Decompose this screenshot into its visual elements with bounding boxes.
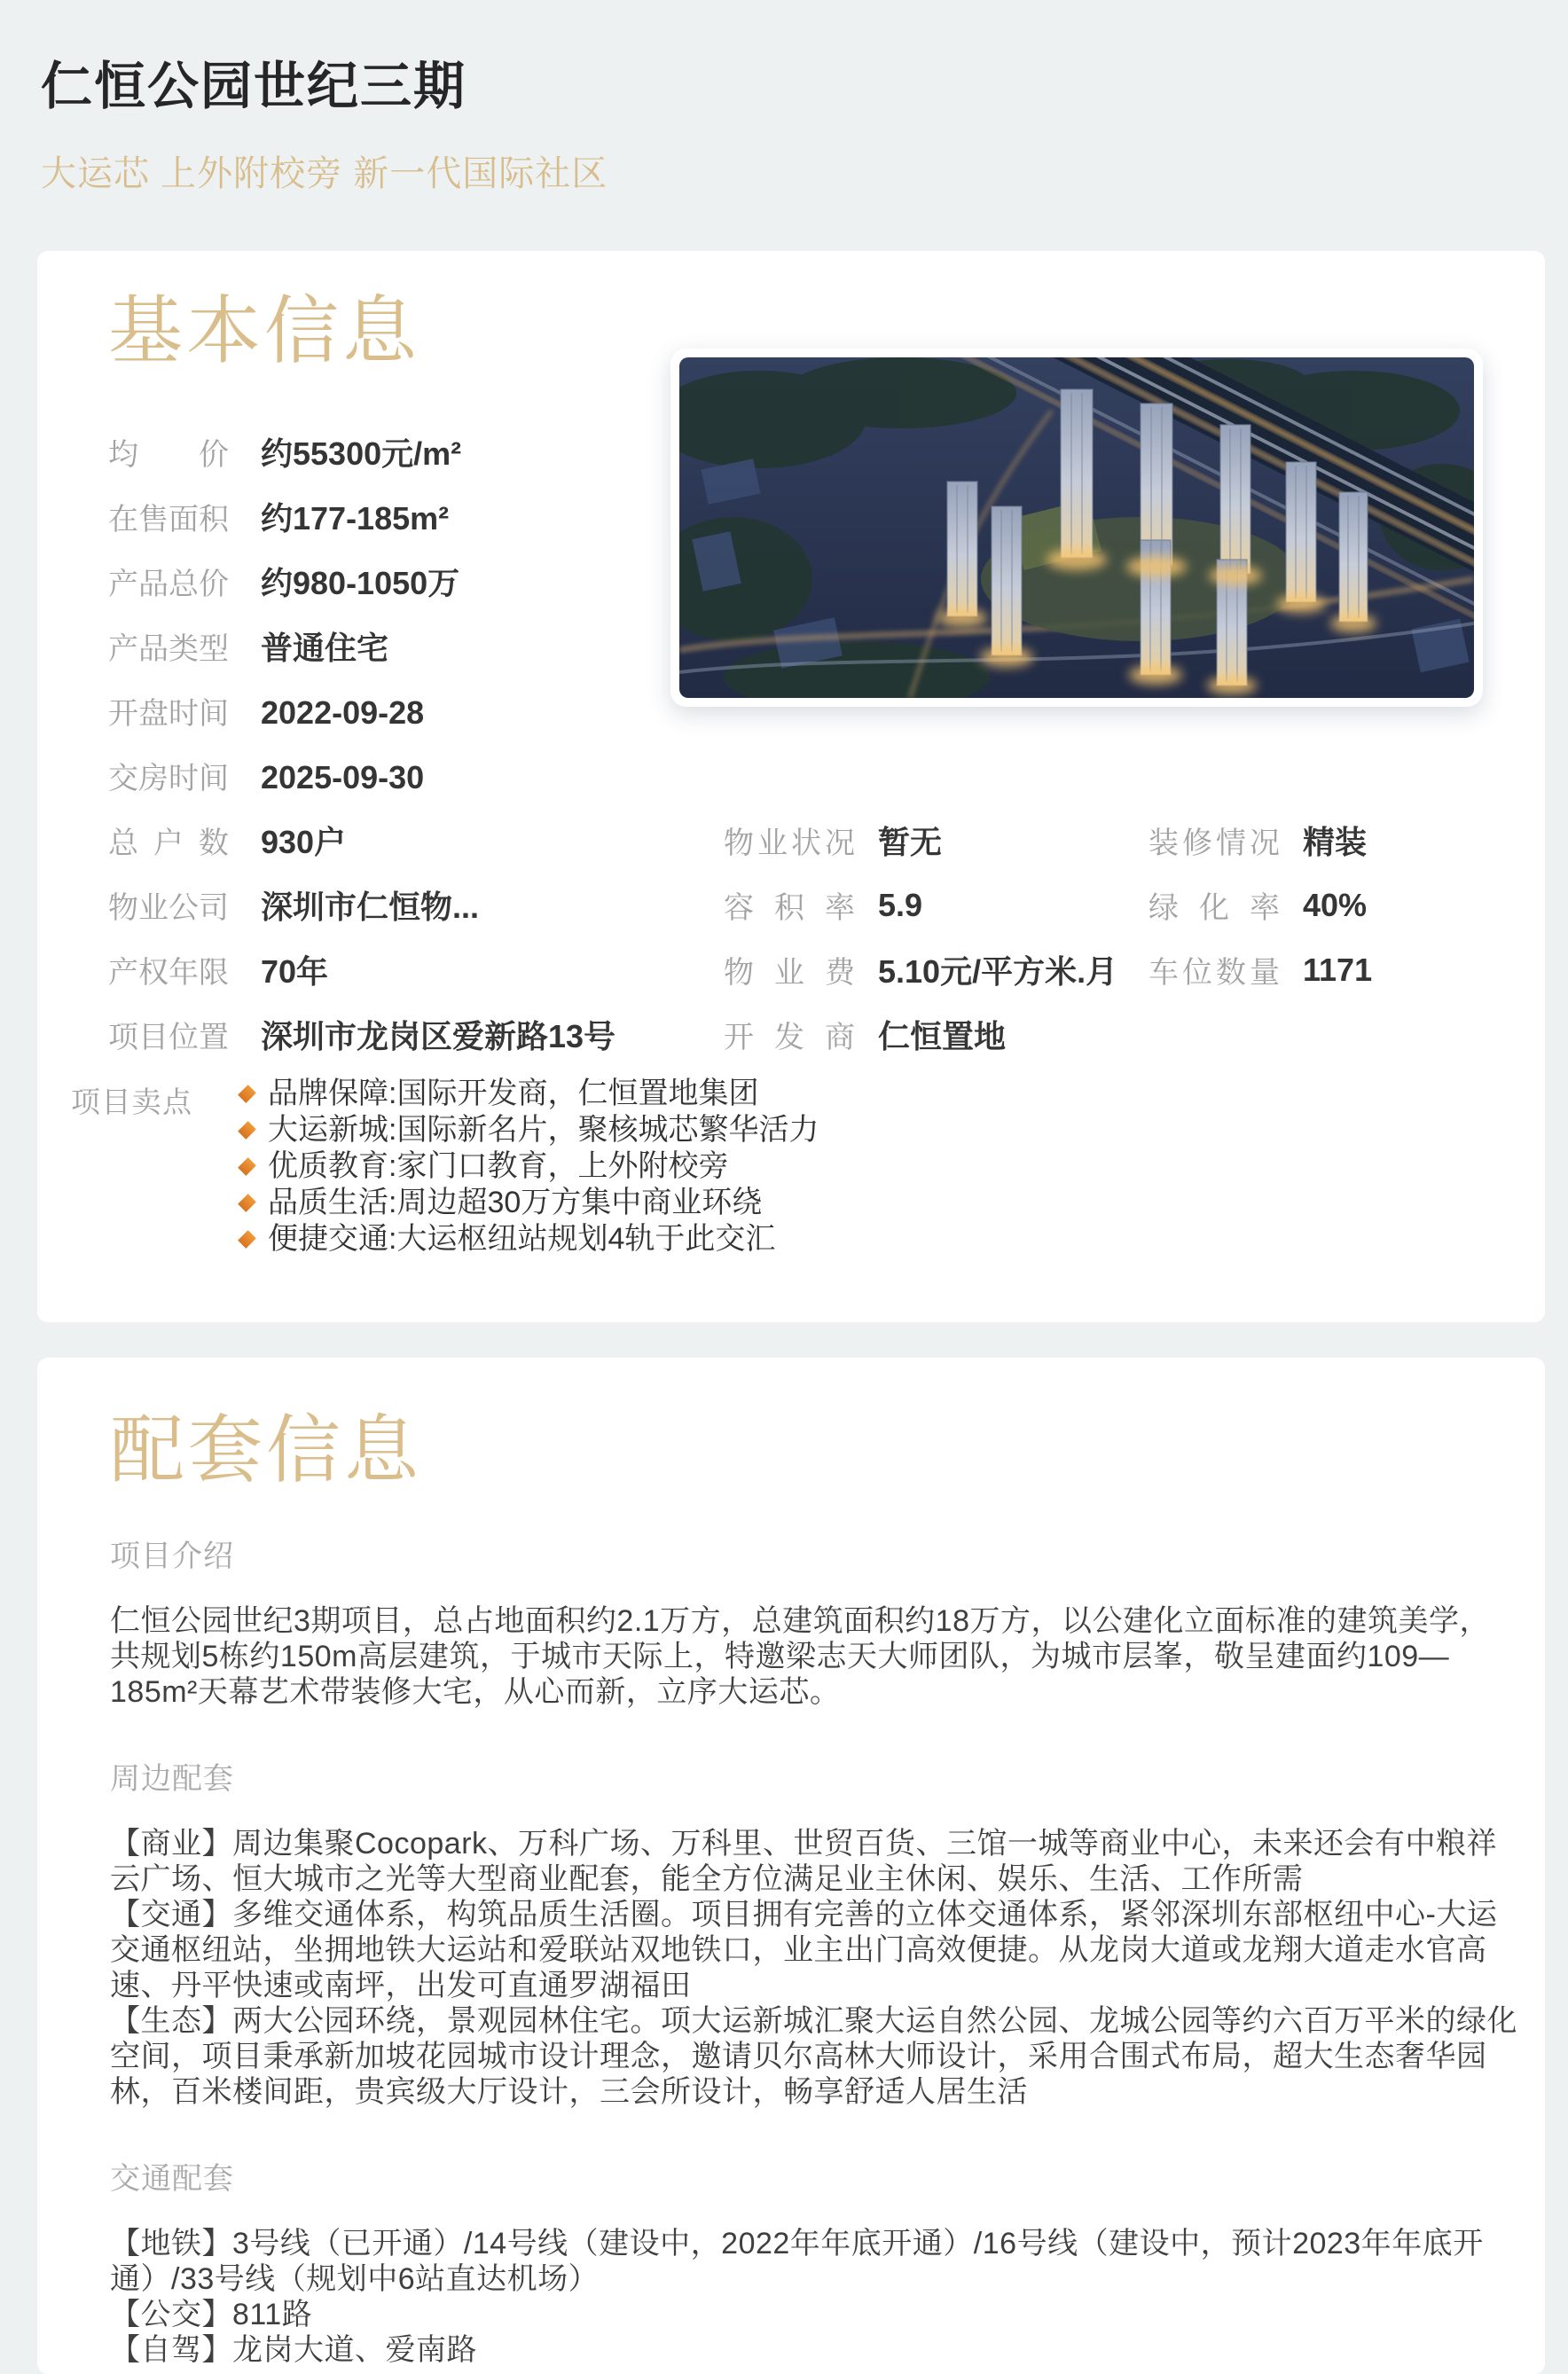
info-row-4 xyxy=(108,678,1509,743)
info-label: 物业状况 xyxy=(724,827,855,860)
info-row-1 xyxy=(108,484,1509,549)
info-value: 约55300元/m² xyxy=(261,435,462,472)
info-value: 暂无 xyxy=(878,824,943,860)
amenity-section-label: 交通配套 xyxy=(110,2162,234,2196)
amenity-section-0 xyxy=(110,1532,1495,1710)
info-label: 均价 xyxy=(108,438,229,472)
info-cell-left-1 xyxy=(108,494,449,539)
amenity-section-2 xyxy=(110,2154,1495,2368)
info-label: 产品类型 xyxy=(108,632,229,666)
info-value: 精装 xyxy=(1303,824,1368,860)
info-cell-left-9 xyxy=(108,1012,615,1057)
info-label: 产权年限 xyxy=(108,956,229,990)
info-value: 930户 xyxy=(261,824,347,860)
info-row-2 xyxy=(108,549,1509,614)
info-cell-left-2 xyxy=(108,559,459,604)
diamond-bullet-icon xyxy=(238,1230,256,1249)
info-value: 70年 xyxy=(261,953,329,990)
info-cell-left-5 xyxy=(108,754,424,797)
info-row-0 xyxy=(108,419,1509,484)
info-row-6 xyxy=(108,808,1509,873)
info-cell-right-8 xyxy=(1149,937,1372,1002)
info-value: 5.10元/平方米.月 xyxy=(878,953,1118,990)
page-title: 仁恒公园世纪三期 xyxy=(41,58,467,115)
info-value: 仁恒置地 xyxy=(878,1018,1007,1054)
info-label: 物业费 xyxy=(724,956,855,990)
info-row-7 xyxy=(108,873,1509,937)
amenities-card xyxy=(37,1358,1545,2374)
info-value: 深圳市龙岗区爱新路13号 xyxy=(261,1018,616,1054)
info-cell-right-6 xyxy=(1149,808,1367,873)
info-cell-left-6 xyxy=(108,818,346,863)
info-value: 约177-185m² xyxy=(261,500,450,537)
info-label: 总户数 xyxy=(108,827,229,860)
selling-points-row xyxy=(71,1076,1508,1258)
diamond-bullet-icon xyxy=(238,1121,256,1140)
info-cell-left-4 xyxy=(108,689,424,733)
amenity-paragraph-2-0: 【地铁】3号线（已开通）/14号线（建设中，2022年年底开通）/16号线（建设中，预计2023年年底开通）/33号线（规划中6站直达机场） xyxy=(110,2227,1484,2296)
info-label: 容积率 xyxy=(724,891,855,925)
info-cell-left-8 xyxy=(108,947,328,992)
info-row-9 xyxy=(108,1002,1509,1067)
amenities-sections xyxy=(73,1532,1517,2368)
selling-points-list xyxy=(223,1076,819,1258)
amenity-paragraph-1-1: 【交通】多维交通体系，构筑品质生活圈。项目拥有完善的立体交通体系，紧邻深圳东部枢纽中心-大运交通枢纽站，坐拥地铁大运站和爱联站双地铁口，业主出门高效便捷。从龙岗大道或龙翔大道走水官高速、丹平快速或南坪，出发可直通罗湖福田 xyxy=(110,1898,1498,2002)
amenity-paragraph-0-0: 仁恒公园世纪3期项目，总占地面积约2.1万方，总建筑面积约18万方，以公建化立面标准的建筑美学，共规划5栋约150m高层建筑，于城市天际上，特邀梁志天大师团队，为城市层峯，敬呈建面约109—185m²天幕艺术带装修大宅，从心而新，立序大运芯。 xyxy=(110,1604,1490,1709)
info-cell-mid-8 xyxy=(724,937,1117,1002)
amenity-section-1 xyxy=(110,1754,1517,2110)
amenity-section-body xyxy=(110,2226,1520,2368)
selling-point-item-0: 品牌保障:国际开发商，仁恒置地集团 xyxy=(223,1076,819,1112)
amenity-section-body xyxy=(110,1826,1520,2110)
page-subtitle: 大运芯 上外附校旁 新一代国际社区 xyxy=(41,154,608,193)
selling-point-item-2: 优质教育:家门口教育，上外附校旁 xyxy=(223,1148,819,1185)
info-value: 2025-09-30 xyxy=(261,759,425,795)
amenity-paragraph-1-2: 【生态】两大公园环绕，景观园林住宅。项大运新城汇聚大运自然公园、龙城公园等约六百万平米的绿化空间，项目秉承新加坡花园城市设计理念，邀请贝尔高林大师设计，采用合围式布局，超大生态奢华园林，百米楼间距，贵宾级大厅设计，三会所设计，畅享舒适人居生活 xyxy=(110,2004,1517,2109)
basic-info-rows xyxy=(108,419,1501,1067)
info-value: 40% xyxy=(1303,886,1368,923)
info-value: 普通住宅 xyxy=(261,630,389,666)
diamond-bullet-icon xyxy=(238,1194,256,1212)
basic-info-heading: 基本信息 xyxy=(108,289,421,372)
info-label: 开盘时间 xyxy=(108,697,229,731)
info-value: 约980-1050万 xyxy=(261,565,460,601)
selling-point-item-3: 品质生活:周边超30万方集中商业环绕 xyxy=(223,1185,819,1221)
info-cell-right-7 xyxy=(1149,873,1367,937)
info-cell-mid-9 xyxy=(724,1002,1006,1067)
info-value: 5.9 xyxy=(878,886,923,923)
info-cell-mid-6 xyxy=(724,808,942,873)
info-label: 在售面积 xyxy=(108,503,229,537)
info-label: 绿化率 xyxy=(1149,891,1280,925)
info-label: 产品总价 xyxy=(108,568,229,601)
page-header xyxy=(0,0,1568,196)
info-cell-left-3 xyxy=(108,623,388,669)
info-cell-left-7 xyxy=(108,882,479,928)
info-label: 装修情况 xyxy=(1149,827,1280,860)
info-label: 物业公司 xyxy=(108,891,229,925)
info-label: 项目位置 xyxy=(108,1021,229,1054)
amenity-section-body xyxy=(110,1603,1520,1710)
info-label: 车位数量 xyxy=(1149,956,1280,990)
selling-point-item-4: 便捷交通:大运枢纽站规划4轨于此交汇 xyxy=(223,1221,819,1258)
amenity-section-label: 项目介绍 xyxy=(110,1540,234,1573)
amenities-heading: 配套信息 xyxy=(110,1408,423,1492)
info-row-3 xyxy=(108,614,1509,678)
info-label: 交房时间 xyxy=(108,762,229,795)
info-label: 开发商 xyxy=(724,1021,855,1054)
diamond-bullet-icon xyxy=(238,1085,256,1103)
amenity-paragraph-2-1: 【公交】811路 xyxy=(110,2298,313,2331)
selling-point-item-1: 大运新城:国际新名片，聚核城芯繁华活力 xyxy=(223,1112,819,1148)
info-value: 深圳市仁恒物... xyxy=(261,889,480,925)
amenity-section-label: 周边配套 xyxy=(110,1762,234,1796)
amenity-paragraph-2-2: 【自驾】龙岗大道、爱南路 xyxy=(110,2333,477,2367)
info-row-5 xyxy=(108,743,1509,808)
info-value: 2022-09-28 xyxy=(261,694,425,731)
amenity-paragraph-1-0: 【商业】周边集聚Cocopark、万科广场、万科里、世贸百货、三馆一城等商业中心，未来还会有中粮祥云广场、恒大城市之光等大型商业配套，能全方位满足业主休闲、娱乐、生活、工作所需 xyxy=(110,1827,1498,1896)
diamond-bullet-icon xyxy=(238,1157,256,1176)
info-cell-left-0 xyxy=(108,429,461,474)
info-value: 1171 xyxy=(1303,951,1373,988)
selling-points-label: 项目卖点 xyxy=(71,1085,192,1118)
basic-info-card xyxy=(37,251,1545,1322)
info-cell-mid-7 xyxy=(724,873,922,937)
info-row-8 xyxy=(108,937,1509,1002)
